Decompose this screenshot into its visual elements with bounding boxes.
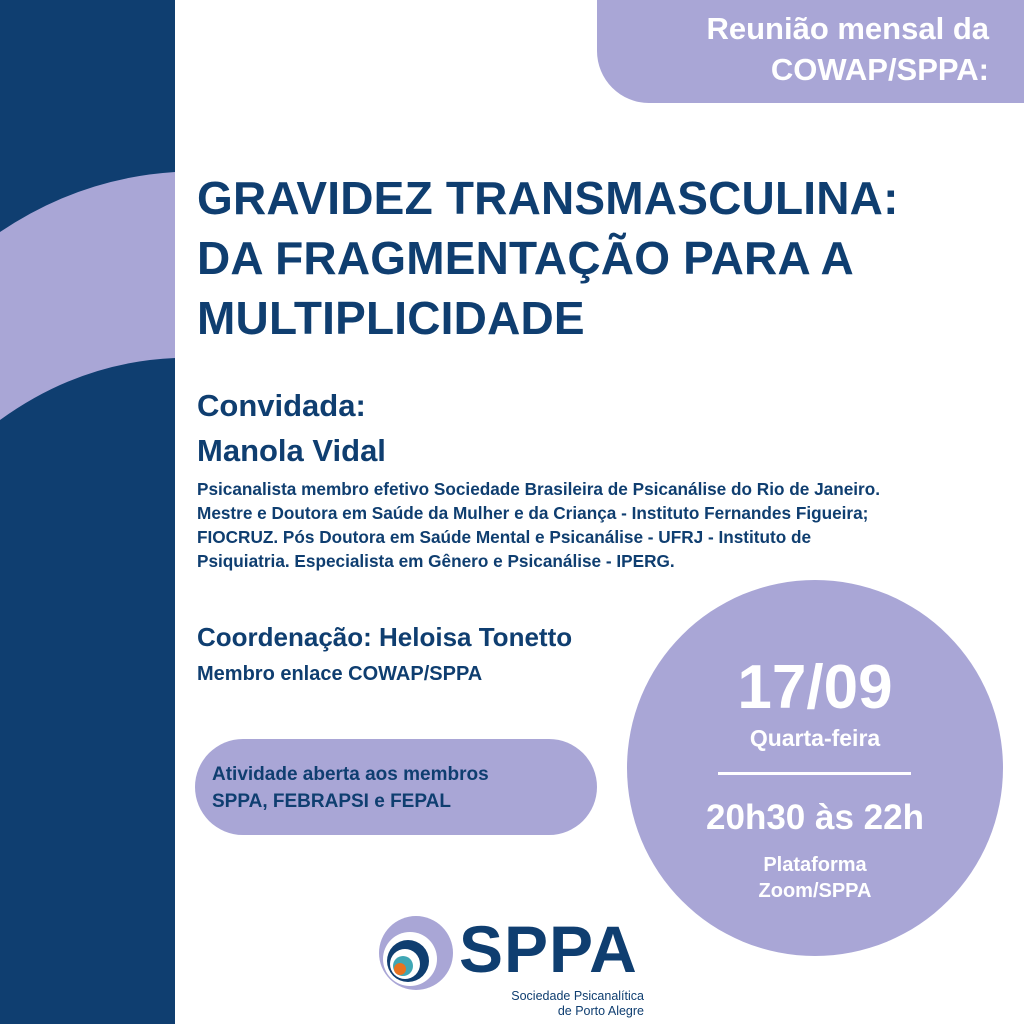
platform-line-2: Zoom/SPPA — [758, 880, 872, 902]
access-line-2: SPPA, FEBRAPSI e FEPAL — [212, 791, 451, 812]
platform-line-1: Plataforma — [763, 854, 867, 876]
access-text — [212, 761, 592, 815]
bio-line: FIOCRUZ. Pós Doutora em Saúde Mental e Psicanálise - UFRJ - Instituto de — [197, 527, 812, 547]
coordination-subtitle: Membro enlace COWAP/SPPA — [197, 663, 483, 685]
sppa-logo-icon — [376, 913, 456, 993]
bio-line: Psiquiatria. Especialista em Gênero e Psicanálise - IPERG. — [197, 551, 675, 571]
title-line-2: DA FRAGMENTAÇÃO PARA A — [197, 232, 854, 284]
access-line-1: Atividade aberta aos membros — [212, 764, 489, 785]
logo-wordmark: SPPA — [459, 912, 638, 986]
bio-line: Psicanalista membro efetivo Sociedade Brasileira de Psicanálise do Rio de Janeiro. — [197, 479, 881, 499]
guest-name: Manola Vidal — [197, 433, 386, 468]
side-decoration — [0, 0, 175, 1024]
header-text — [597, 8, 989, 90]
event-date: 17/09 — [737, 653, 893, 722]
event-time: 20h30 às 22h — [706, 798, 924, 837]
header-line-2: COWAP/SPPA: — [770, 52, 989, 87]
guest-bio — [197, 477, 1017, 573]
event-weekday: Quarta-feira — [749, 725, 881, 751]
coordination-title: Coordenação: Heloisa Tonetto — [197, 622, 573, 652]
header-line-1: Reunião mensal da — [706, 11, 989, 46]
logo-subtitle — [480, 989, 644, 1019]
event-title — [197, 168, 1017, 348]
guest-heading: Convidada: — [197, 388, 366, 423]
logo-sub-line-1: Sociedade Psicanalítica — [511, 989, 644, 1003]
title-line-1: GRAVIDEZ TRANSMASCULINA: — [197, 172, 899, 224]
logo-sub-line-2: de Porto Alegre — [557, 1004, 644, 1018]
title-line-3: MULTIPLICIDADE — [197, 292, 585, 344]
bio-line: Mestre e Doutora em Saúde da Mulher e da Criança - Instituto Fernandes Figueira; — [197, 503, 869, 523]
date-divider — [718, 772, 911, 775]
event-platform — [627, 852, 1003, 904]
